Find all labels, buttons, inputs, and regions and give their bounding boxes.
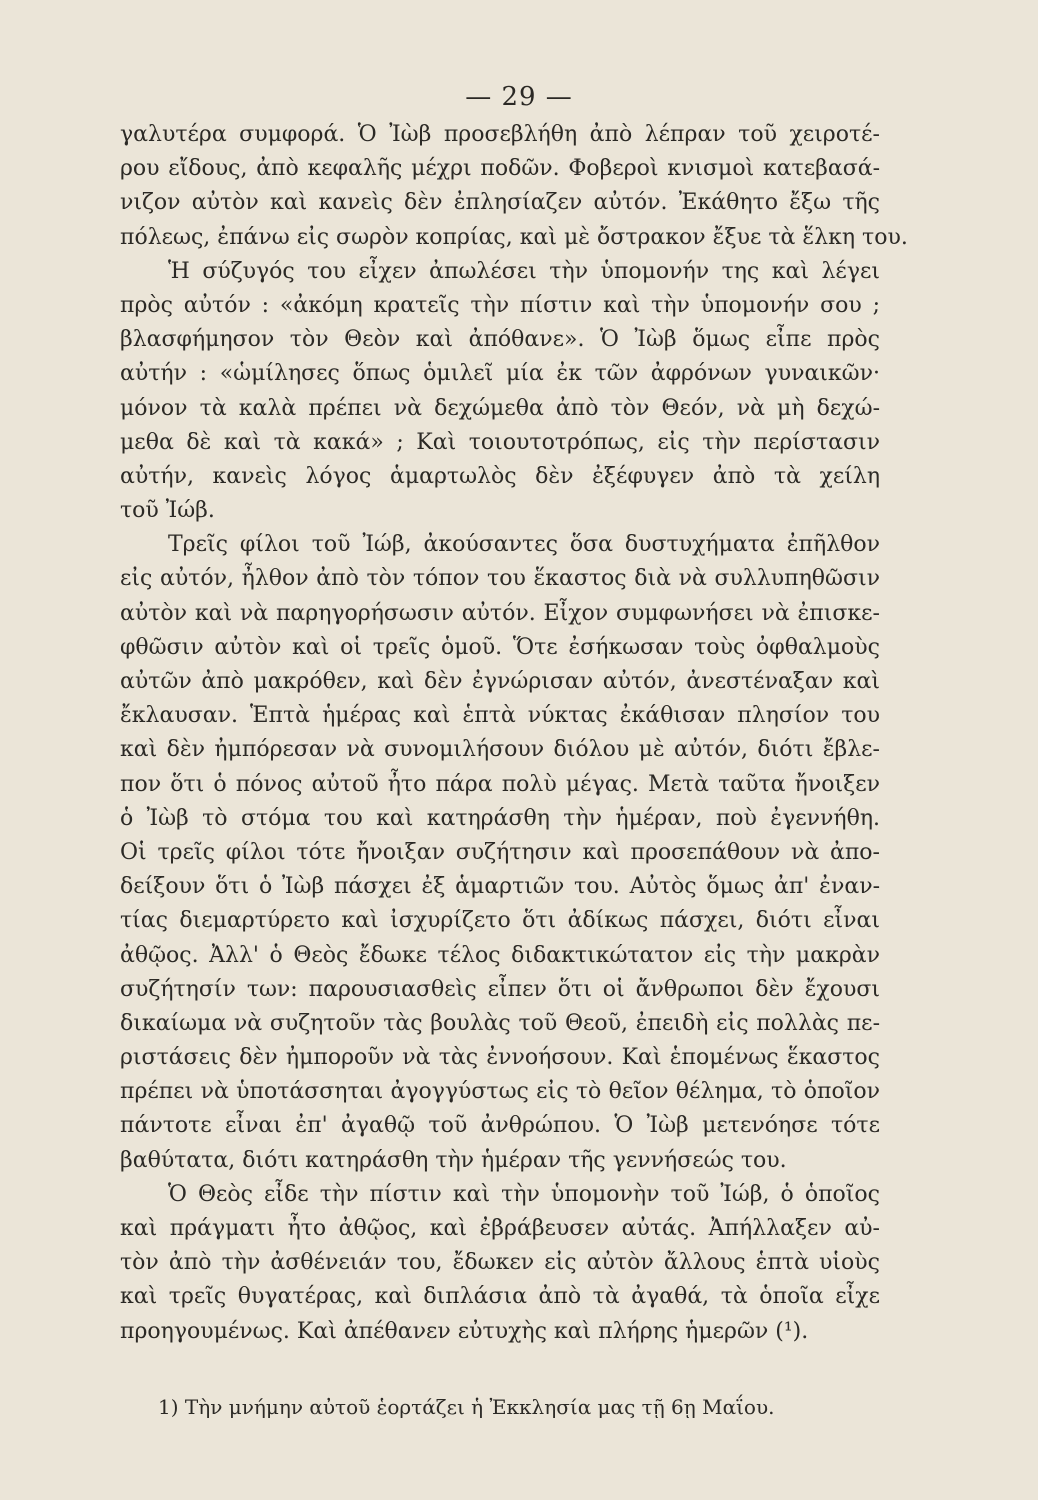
- text-line: μεθα δὲ καὶ τὰ κακά» ; Καὶ τοιουτοτρόπως, εἰς τὴν περίστασιν: [120, 429, 880, 455]
- text-line: πάντοτε εἶναι ἐπ' ἀγαθῷ τοῦ ἀνθρώπου. Ὁ Ἰὼβ μετενόησε τότε: [120, 1113, 880, 1139]
- text-line: πρέπει νὰ ὑποτάσσηται ἀγογγύστως εἰς τὸ θεῖον θέλημα, τὸ ὁποῖον: [120, 1079, 880, 1105]
- text-line: εἰς αὐτόν, ἦλθον ἀπὸ τὸν τόπον του ἕκαστος διὰ νὰ συλλυπηθῶσιν: [120, 566, 880, 592]
- paragraph: [120, 1178, 880, 1349]
- text-line: αὐτήν, κανεὶς λόγος ἁμαρτωλὸς δὲν ἐξέφυγεν ἀπὸ τὰ χείλη: [120, 463, 880, 489]
- text-line: συζήτησίν των: παρουσιασθεὶς εἶπεν ὅτι οἱ ἄνθρωποι δὲν ἔχουσι: [120, 976, 880, 1002]
- text-line: καὶ δὲν ἠμπόρεσαν νὰ συνομιλήσουν διόλου μὲ αὐτόν, διότι ἔβλε-: [120, 737, 880, 763]
- text-line: πόλεως, ἐπάνω εἰς σωρὸν κοπρίας, καὶ μὲ ὄστρακον ἔξυε τὰ ἕλκη του.: [120, 224, 908, 250]
- text-line: πρὸς αὐτόν : «ἀκόμη κρατεῖς τὴν πίστιν καὶ τὴν ὑπομονήν σου ;: [120, 292, 880, 318]
- text-line: καὶ τρεῖς θυγατέρας, καὶ διπλάσια ἀπὸ τὰ ἀγαθά, τὰ ὁποῖα εἶχε: [120, 1284, 880, 1310]
- text-line: δείξουν ὅτι ὁ Ἰὼβ πάσχει ἐξ ἁμαρτιῶν του. Αὐτὸς ὅμως ἀπ' ἐναν-: [120, 874, 880, 900]
- text-line: αὐτὸν καὶ νὰ παρηγορήσωσιν αὐτόν. Εἶχον συμφωνήσει νὰ ἐπισκε-: [120, 600, 880, 626]
- text-line: τίας διεμαρτύρετο καὶ ἰσχυρίζετο ὅτι ἀδίκως πάσχει, διότι εἶναι: [120, 908, 880, 934]
- text-line: φθῶσιν αὐτὸν καὶ οἱ τρεῖς ὁμοῦ. Ὅτε ἐσήκωσαν τοὺς ὀφθαλμοὺς: [120, 634, 880, 660]
- text-line: τοῦ Ἰώβ.: [120, 498, 215, 524]
- text-line: αὐτῶν ἀπὸ μακρόθεν, καὶ δὲν ἐγνώρισαν αὐτόν, ἀνεστέναξαν καὶ: [120, 669, 880, 694]
- text-line: ἔκλαυσαν. Ἑπτὰ ἡμέρας καὶ ἑπτὰ νύκτας ἐκάθισαν πλησίον του: [120, 703, 880, 729]
- text-line: Τρεῖς φίλοι τοῦ Ἰώβ, ἀκούσαντες ὅσα δυστυχήματα ἐπῆλθον: [168, 532, 880, 558]
- text-line: καὶ πράγματι ἦτο ἀθῷος, καὶ ἐβράβευσεν αὐτάς. Ἀπήλλαξεν αὐ-: [120, 1216, 880, 1241]
- text-line: Ἡ σύζυγός του εἶχεν ἀπωλέσει τὴν ὑπομονήν της καὶ λέγει: [168, 258, 880, 284]
- text-line: τὸν ἀπὸ τὴν ἀσθένειάν του, ἔδωκεν εἰς αὐτὸν ἄλλους ἑπτὰ υἱοὺς: [120, 1250, 880, 1276]
- paragraph: [120, 255, 880, 529]
- body-text: [120, 118, 908, 1349]
- text-line: δικαίωμα νὰ συζητοῦν τὰς βουλὰς τοῦ Θεοῦ, ἐπειδὴ εἰς πολλὰς πε-: [120, 1010, 880, 1036]
- text-line: Ὁ Θεὸς εἶδε τὴν πίστιν καὶ τὴν ὑπομονὴν τοῦ Ἰώβ, ὁ ὁποῖος: [168, 1181, 880, 1207]
- text-line: βλασφήμησον τὸν Θεὸν καὶ ἀπόθανε». Ὁ Ἰὼβ ὅμως εἶπε πρὸς: [120, 327, 880, 353]
- text-line: Οἱ τρεῖς φίλοι τότε ἤνοιξαν συζήτησιν καὶ προσεπάθουν νὰ ἀπο-: [120, 839, 880, 865]
- page-number: — 29 —: [465, 82, 573, 112]
- text-line: πον ὅτι ὁ πόνος αὐτοῦ ἦτο πάρα πολὺ μέγας. Μετὰ ταῦτα ἤνοιξεν: [120, 771, 880, 797]
- text-line: ἀθῷος. Ἀλλ' ὁ Θεὸς ἔδωκε τέλος διδακτικώτατον εἰς τὴν μακρὰν: [120, 942, 880, 968]
- text-line: μόνον τὰ καλὰ πρέπει νὰ δεχώμεθα ἀπὸ τὸν Θεόν, νὰ μὴ δεχώ-: [120, 395, 880, 421]
- paragraph: [120, 118, 908, 255]
- text-line: ρου εἴδους, ἀπὸ κεφαλῆς μέχρι ποδῶν. Φοβεροὶ κνισμοὶ κατεβασά-: [120, 156, 880, 182]
- text-line: νιζον αὐτὸν καὶ κανεὶς δὲν ἐπλησίαζεν αὐτόν. Ἐκάθητο ἔξω τῆς: [120, 190, 880, 216]
- text-line: βαθύτατα, διότι κατηράσθη τὴν ἡμέραν τῆς γεννήσεώς του.: [120, 1147, 787, 1173]
- text-line: ὁ Ἰὼβ τὸ στόμα του καὶ κατηράσθη τὴν ἡμέραν, ποὺ ἐγεννήθη.: [120, 805, 880, 831]
- footnote: 1) Τὴν μνήμην αὐτοῦ ἑορτάζει ἡ Ἐκκλησία μας τῇ 6ῃ Μαΐου.: [158, 1395, 775, 1419]
- text-line: γαλυτέρα συμφορά. Ὁ Ἰὼβ προσεβλήθη ἀπὸ λέπραν τοῦ χειροτέ-: [120, 122, 880, 147]
- text-line: προηγουμένως. Καὶ ἀπέθανεν εὐτυχὴς καὶ πλήρης ἡμερῶν (¹).: [120, 1318, 809, 1344]
- text-line: ριστάσεις δὲν ἠμποροῦν νὰ τὰς ἐννοήσουν. Καὶ ἑπομένως ἕκαστος: [120, 1045, 880, 1071]
- paragraph: [120, 528, 880, 1178]
- text-line: αὐτήν : «ὡμίλησες ὅπως ὁμιλεῖ μία ἐκ τῶν ἀφρόνων γυναικῶν·: [120, 361, 880, 387]
